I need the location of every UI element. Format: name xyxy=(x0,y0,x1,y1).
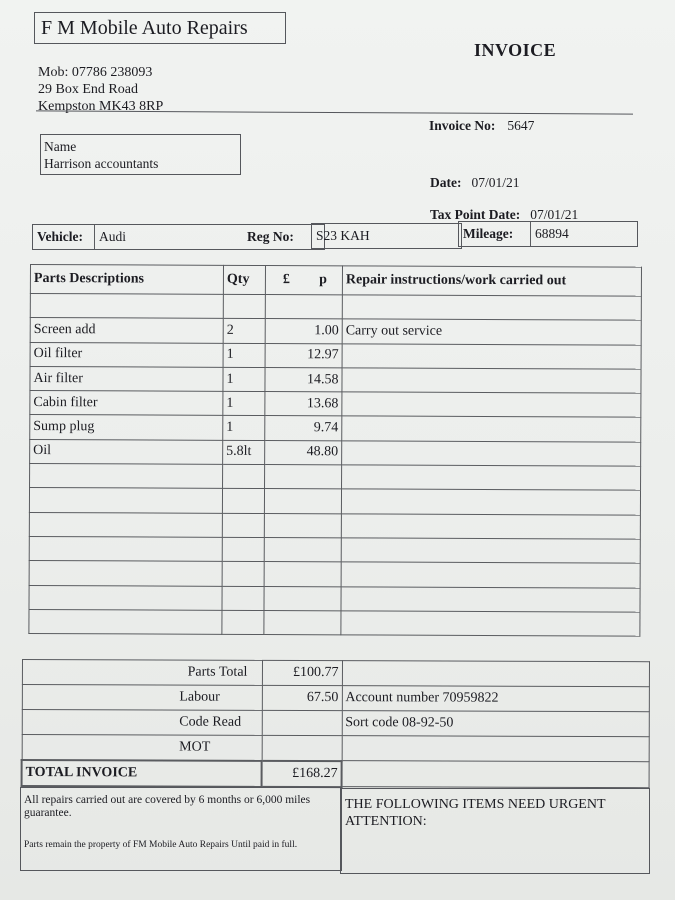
account-number: Account number 70959822 xyxy=(342,686,649,712)
invoice-number xyxy=(429,117,534,135)
parts-total-row xyxy=(22,660,649,687)
parts-header-row xyxy=(30,265,641,297)
part-description xyxy=(29,512,222,537)
part-qty xyxy=(223,464,265,488)
company-name: F M Mobile Auto Repairs xyxy=(34,12,286,44)
header-pence: p xyxy=(319,272,327,288)
parts-row xyxy=(30,464,641,491)
part-description xyxy=(30,294,223,319)
header-qty: Qty xyxy=(223,265,265,294)
parts-row xyxy=(29,512,640,539)
part-description: Sump plug xyxy=(30,415,223,440)
parts-row xyxy=(30,366,641,393)
invoice-no-label: Invoice No: xyxy=(429,118,496,133)
customer-name-label: Name xyxy=(44,139,77,154)
address-line-1: 29 Box End Road xyxy=(38,82,138,97)
repair-instruction xyxy=(342,465,641,491)
part-qty xyxy=(222,562,264,586)
reg-label: Reg No: xyxy=(247,229,294,244)
labour-label: Labour xyxy=(22,685,262,711)
repair-instruction xyxy=(342,416,641,442)
vehicle-box xyxy=(32,224,325,250)
part-description: Air filter xyxy=(30,366,223,391)
parts-row xyxy=(30,391,641,418)
part-qty xyxy=(222,513,264,537)
repair-instruction xyxy=(341,514,640,540)
part-price xyxy=(264,513,341,538)
part-price xyxy=(264,562,341,587)
part-qty xyxy=(222,610,264,634)
part-price: 13.68 xyxy=(265,392,342,417)
part-qty: 5.8lt xyxy=(223,440,265,464)
part-price: 12.97 xyxy=(265,343,342,368)
part-price xyxy=(264,489,341,514)
mobile-number: Mob: 07786 238093 xyxy=(38,65,153,80)
repair-instruction xyxy=(342,295,641,321)
vehicle-label: Vehicle: xyxy=(37,229,83,244)
date-value: 07/01/21 xyxy=(471,175,520,190)
total-note xyxy=(342,761,649,788)
parts-row xyxy=(30,294,641,321)
invoice-no-value: 5647 xyxy=(507,118,535,133)
sort-code: Sort code 08-92-50 xyxy=(342,711,649,737)
part-price: 48.80 xyxy=(265,440,342,465)
date-label: Date: xyxy=(430,175,462,190)
part-qty xyxy=(222,489,264,513)
parts-total-value: £100.77 xyxy=(262,660,342,685)
part-price xyxy=(264,537,341,562)
invoice-date xyxy=(430,174,520,192)
part-qty xyxy=(222,537,264,561)
repair-instruction xyxy=(341,562,640,588)
parts-row xyxy=(29,609,640,636)
part-description xyxy=(29,488,222,513)
part-price xyxy=(265,465,342,490)
part-price xyxy=(264,610,341,635)
part-price: 9.74 xyxy=(265,416,342,441)
header-parts: Parts Descriptions xyxy=(30,265,223,295)
reg-box xyxy=(311,223,462,249)
repair-instruction xyxy=(341,586,640,612)
guarantee-text: All repairs carried out are covered by 6 months or 6,000 miles guarantee. xyxy=(24,794,311,819)
urgent-items-box xyxy=(340,788,650,874)
mileage-divider xyxy=(530,222,531,246)
parts-row xyxy=(29,488,640,515)
repair-instruction xyxy=(341,611,640,637)
part-qty: 1 xyxy=(223,367,265,391)
part-description xyxy=(29,536,222,561)
part-qty xyxy=(223,294,265,318)
part-price xyxy=(264,586,341,611)
parts-table xyxy=(28,264,642,637)
part-qty: 1 xyxy=(223,392,265,416)
parts-row xyxy=(30,318,641,345)
repair-instruction xyxy=(342,441,641,467)
parts-row xyxy=(29,536,640,563)
ownership-text: Parts remain the property of FM Mobile Auto Repairs Until paid in full. xyxy=(24,840,298,850)
part-description: Oil filter xyxy=(30,342,223,367)
vehicle-value: Audi xyxy=(99,229,126,244)
address-line-2: Kempston MK43 8RP xyxy=(38,99,164,114)
part-price: 1.00 xyxy=(265,319,342,344)
total-invoice-value: £168.27 xyxy=(262,760,342,786)
urgent-items-text: THE FOLLOWING ITEMS NEED URGENT ATTENTION: xyxy=(345,797,606,829)
parts-row xyxy=(30,342,641,369)
parts-row xyxy=(29,561,640,588)
mileage-box xyxy=(458,221,638,247)
repair-instruction xyxy=(341,538,640,564)
part-description: Screen add xyxy=(30,318,223,343)
mot-note xyxy=(342,736,649,762)
repair-instruction: Carry out service xyxy=(342,319,641,345)
vehicle-divider xyxy=(94,225,95,249)
customer-name-box xyxy=(40,134,241,175)
reg-value: S23 KAH xyxy=(316,228,370,243)
tax-point-label: Tax Point Date: xyxy=(430,207,521,222)
part-price xyxy=(265,295,342,320)
parts-row xyxy=(30,415,641,442)
part-qty: 1 xyxy=(223,343,265,367)
part-description xyxy=(29,585,222,610)
parts-total-note xyxy=(342,661,649,687)
mot-label: MOT xyxy=(22,735,262,761)
footer-terms-box xyxy=(20,787,342,871)
total-invoice-row xyxy=(22,760,649,788)
mileage-value: 68894 xyxy=(535,226,569,241)
header-pounds: £ xyxy=(282,272,290,288)
parts-row xyxy=(29,585,640,612)
labour-value: 67.50 xyxy=(262,685,342,710)
part-qty: 2 xyxy=(223,319,265,343)
repair-instruction xyxy=(341,489,640,515)
labour-row xyxy=(22,685,649,712)
repair-instruction xyxy=(342,343,641,369)
repair-instruction xyxy=(342,392,641,418)
tax-point-value: 07/01/21 xyxy=(530,207,579,222)
parts-row xyxy=(30,439,641,466)
mileage-label: Mileage: xyxy=(463,226,514,241)
part-qty: 1 xyxy=(223,416,265,440)
code-read-row xyxy=(22,710,649,737)
totals-table xyxy=(21,659,650,789)
part-qty xyxy=(222,586,264,610)
mot-value xyxy=(262,735,342,760)
invoice-title: INVOICE xyxy=(474,40,557,60)
total-invoice-label: TOTAL INVOICE xyxy=(22,760,262,787)
customer-name-value: Harrison accountants xyxy=(44,156,159,171)
header-price xyxy=(265,266,342,295)
part-description: Oil xyxy=(30,439,223,464)
parts-body xyxy=(29,294,641,637)
code-read-label: Code Read xyxy=(22,710,262,736)
parts-total-label: Parts Total xyxy=(22,660,262,686)
mot-row xyxy=(22,735,649,762)
part-description xyxy=(29,609,222,634)
header-repair: Repair instructions/work carried out xyxy=(342,266,641,296)
part-price: 14.58 xyxy=(265,367,342,392)
code-read-value xyxy=(262,710,342,735)
part-description: Cabin filter xyxy=(30,391,223,416)
part-description xyxy=(30,464,223,489)
part-description xyxy=(29,561,222,586)
repair-instruction xyxy=(342,368,641,394)
